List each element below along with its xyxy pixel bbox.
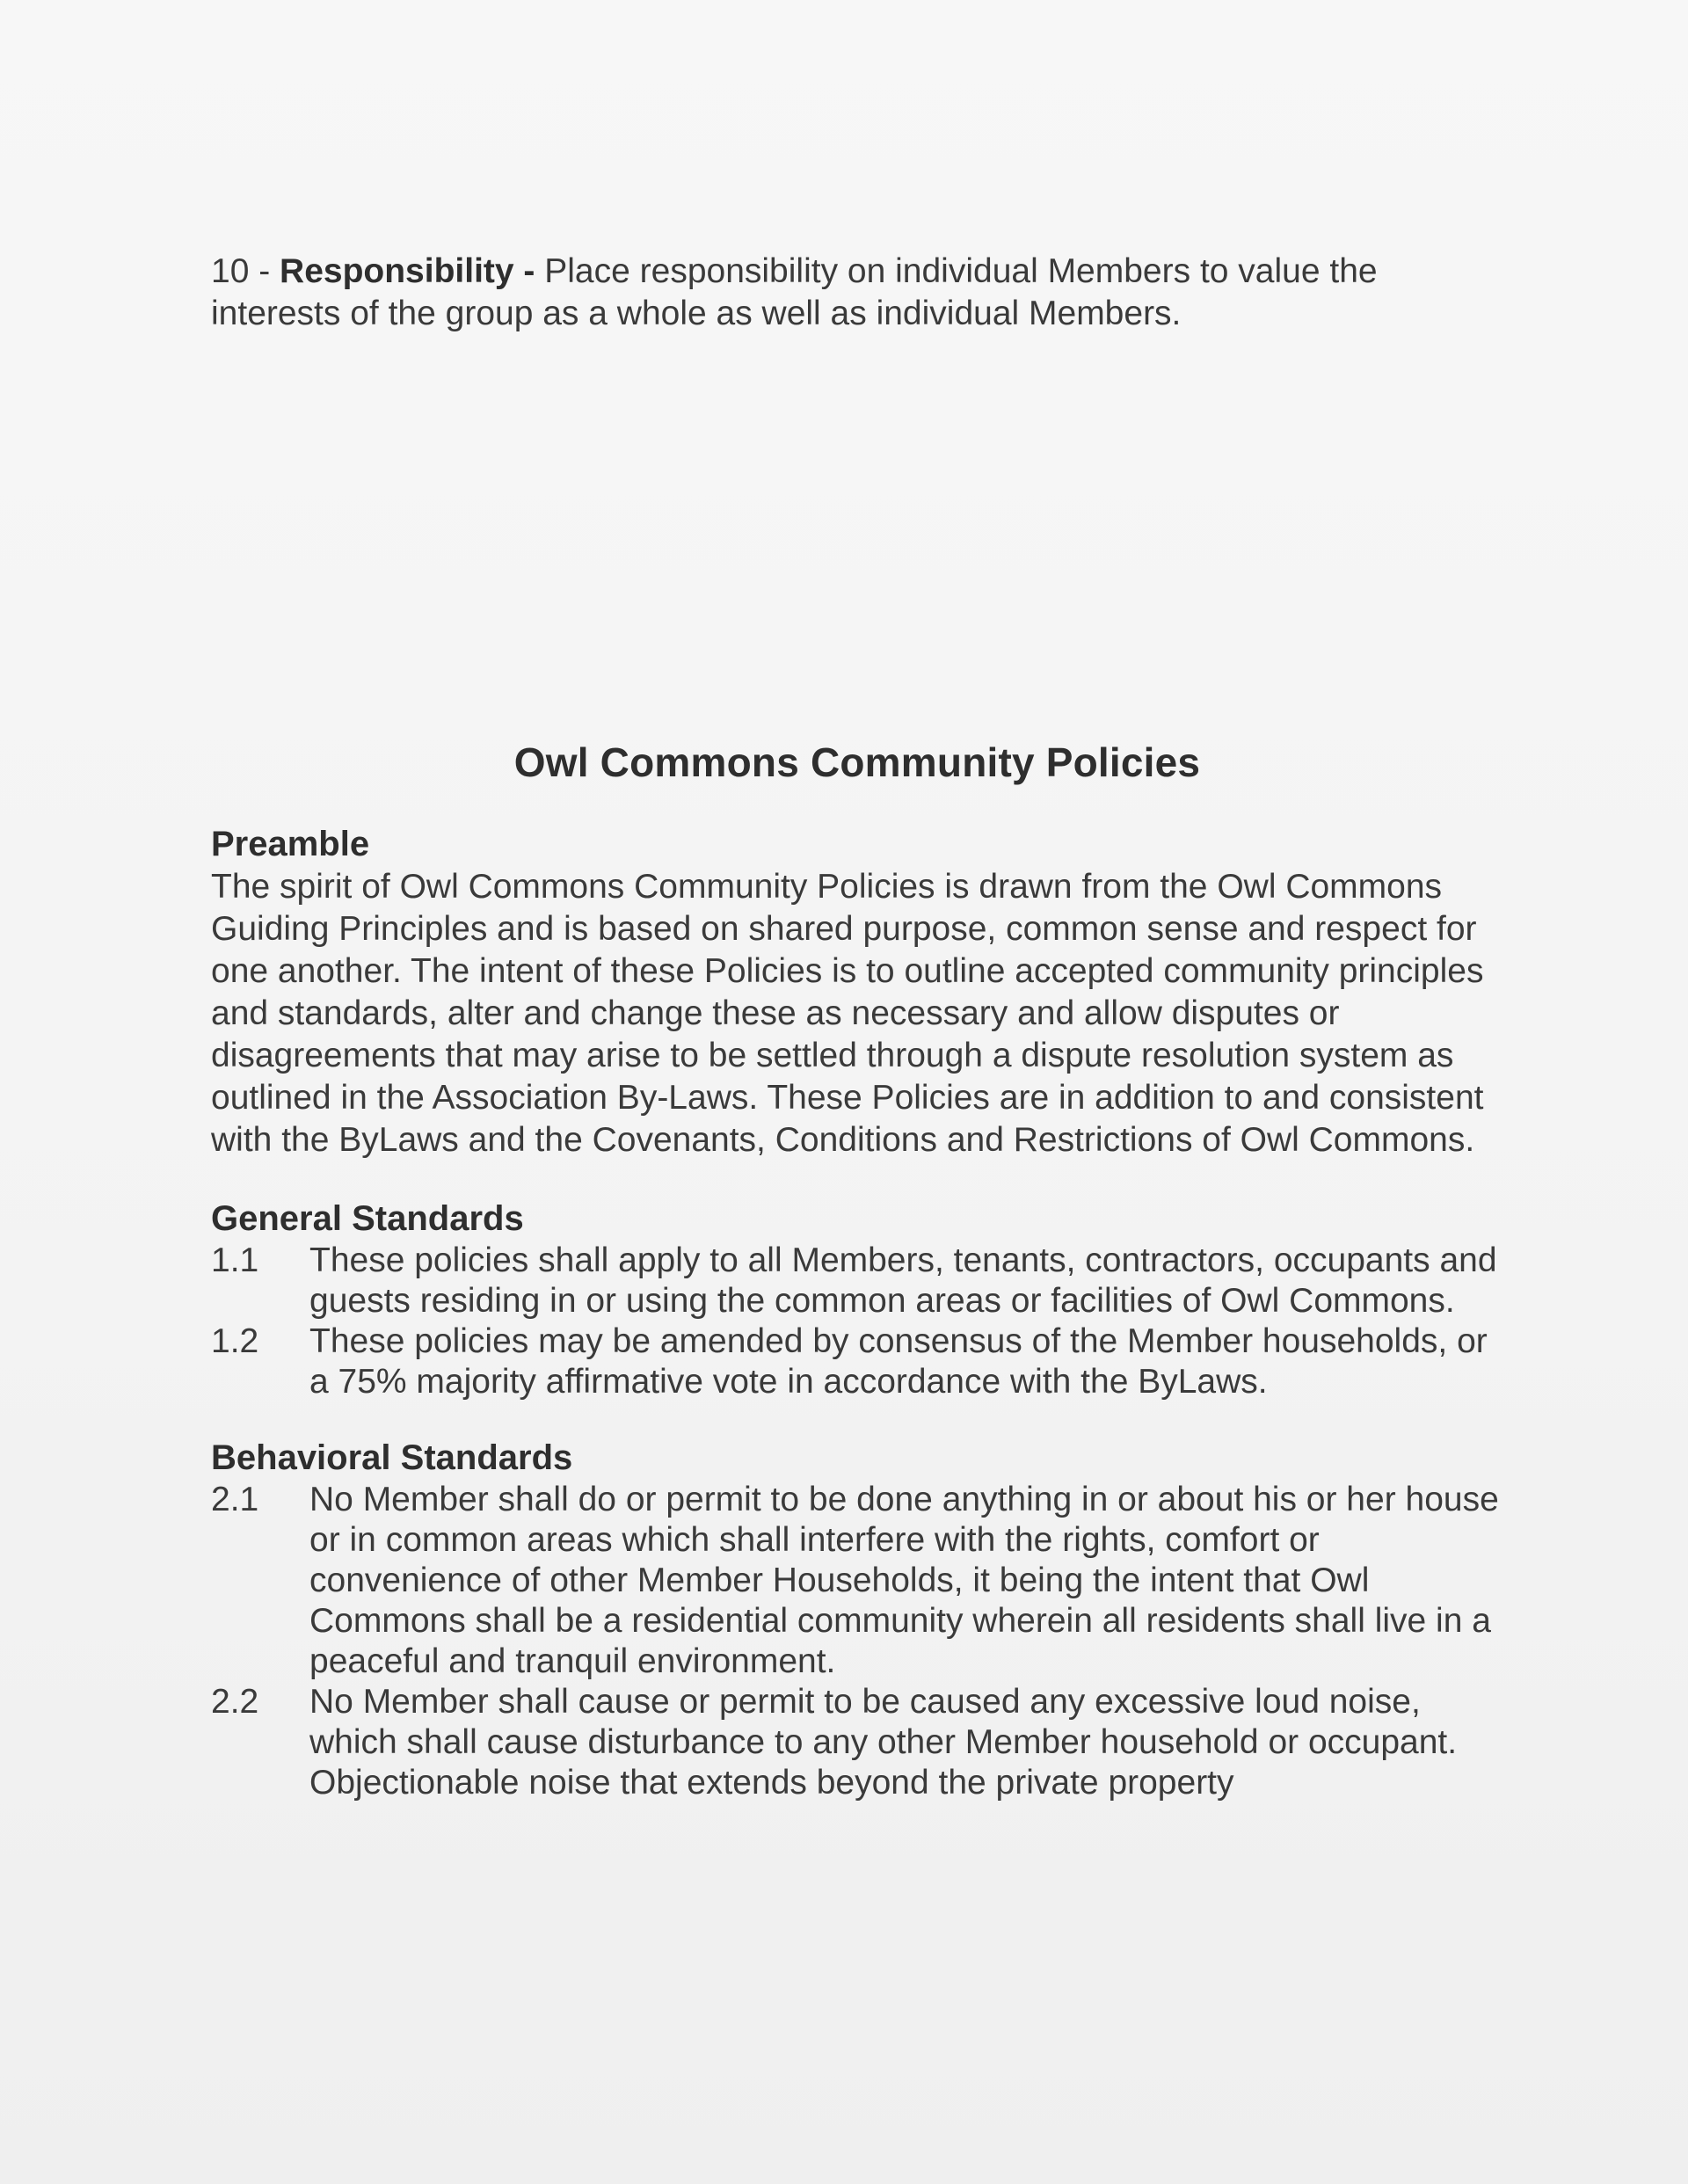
principle-number: 10 - — [211, 252, 280, 290]
list-item — [211, 1241, 1503, 1321]
item-text: These policies may be amended by consensus of the Member households, or a 75% majority affirmative vote in accordance with the ByLaws. — [309, 1322, 1488, 1401]
principle-term: Responsibility - — [280, 252, 535, 290]
item-text: No Member shall do or permit to be done anything in or about his or her house or in common areas which shall interfere with the rights, comfort or convenience of other Member Households, it being the intent that Owl Commons shall be a residential community wherein all residents shall live in a peaceful and tranquil environment. — [309, 1481, 1499, 1680]
item-number: 1.2 — [211, 1322, 259, 1360]
document-title: Owl Commons Community Policies — [513, 739, 1201, 785]
list-item — [211, 1321, 1503, 1402]
page-content — [211, 251, 1503, 1803]
list-item — [211, 1480, 1503, 1682]
preamble-heading: Preamble — [211, 825, 370, 863]
item-text: These policies shall apply to all Members, tenants, contractors, occupants and guests residing in or using the common areas or facilities of Owl Commons. — [309, 1241, 1497, 1320]
item-number: 1.1 — [211, 1241, 259, 1279]
principle-text: Place responsibility on individual Members to value the interests of the group as a whole as well as individual Members. — [211, 252, 1378, 332]
list-item — [211, 1682, 1503, 1803]
behavioral-standards-heading: Behavioral Standards — [211, 1438, 573, 1477]
item-number: 2.2 — [211, 1683, 259, 1721]
behavioral-standards-list — [211, 1480, 1503, 1803]
principle-10 — [211, 251, 1503, 335]
general-standards-list — [211, 1241, 1503, 1402]
preamble-text: The spirit of Owl Commons Community Policies is drawn from the Owl Commons Guiding Principles and is based on shared purpose, common sense and respect for one another. The intent of these Policies is to outline accepted community principles and standards, alter and change these as necessary and allow disputes or disagreements that may arise to be settled through a dispute resolution system as outlined in the Association By-Laws. These Policies are in addition to and consistent with the ByLaws and the Covenants, Conditions and Restrictions of Owl Commons. — [211, 868, 1484, 1159]
item-number: 2.1 — [211, 1481, 259, 1518]
general-standards-heading: General Standards — [211, 1199, 524, 1238]
item-text: No Member shall cause or permit to be caused any excessive loud noise, which shall cause disturbance to any other Member household or occupant. Objectionable noise that extends beyond the private property — [309, 1683, 1458, 1802]
